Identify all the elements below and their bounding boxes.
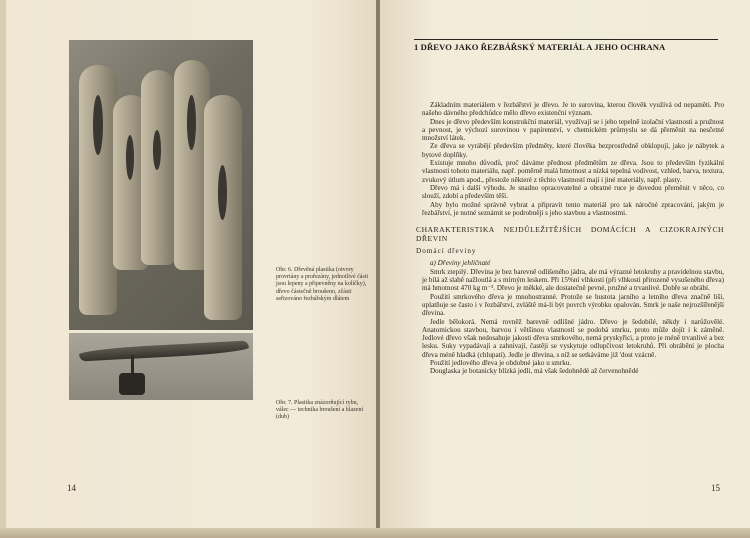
- figure-6-caption: Obr. 6. Dřevěná plastika (otvory provrtány a prořezány, jednotlivé části jsou lepeny a připevněny na kolíčky), dřevo částečně broušeno, zčásti seřizováno řezbářským dlátem: [276, 267, 369, 302]
- page-number-left: 14: [67, 483, 76, 493]
- book-bottom-edge: [0, 528, 750, 538]
- cylinder-base: [119, 373, 145, 395]
- wood-plank: [141, 70, 175, 265]
- fish-sculpture-photo: [69, 333, 253, 400]
- fish-shape: [79, 341, 249, 362]
- section-heading: CHARAKTERISTIKA NEJDŮLEŽITĚJŠÍCH DOMÁCÍCH A CIZOKRAJNÝCH DŘEVIN: [416, 225, 724, 244]
- paragraph: Základním materiálem v řezbářství je dřevo. Je to surovina, kterou člověk využívá od nepaměti. Pro našeho dávného předchůdce mělo dřevo existenční význam.: [422, 101, 724, 118]
- paragraph: Aby bylo možné správně vybrat a připravit tento materiál pro tak náročné zpracování, jakým je řezbářství, je nutné seznámit se podrobněji s jeho stavbou a vlastnostmi.: [422, 200, 724, 217]
- paragraph: Dnes je dřevo především konstrukční materiál, využívají se i jeho tepelně izolační vlastnosti a pružnost a pevnost, je výchozí surovinou v papírenství, v chemickém průmyslu se dá přeměnit na nesčetné množství látek.: [422, 117, 724, 143]
- paragraph: Jedle bělokorá. Nemá rovněž barevně odlišné jádro. Dřevo je šedobílé, někdy i narůžovělé. Anatomickou stavbou, barvou i většinou vlastností se podobá smrku, proto může dojít i k záměně. Jedlové dřevo však nedosahuje jakosti dřeva smrkového, nemá pryskyřici, a proto je méně trvanlivé a bez lesku. Suky vypadávají a zahnívají, častěji se vyskytuje odlupčivost letokruhů. Při obrábění je plocha dřeva méně hladká (chlupatí). Jedle je dřevina, s níž se setkáváme již 'dost vzácně.: [422, 317, 724, 359]
- paragraph: Existuje mnoho důvodů, proč dáváme přednost předmětům ze dřeva. Jsou to především fyzikální vlastnosti tohoto materiálu, např. poměrně malá hmotnost a nízká tepelná vodivost, vzhled, barva, textura, zvukový útlum apod., přestože některé z těchto vlastností mají i jiné materiály, např. plasty.: [422, 159, 724, 184]
- paragraph: Ze dřeva se vyrábějí především předměty, které člověka bezprostředně obklopují, jako je nábytek a bytové doplňky.: [422, 142, 724, 159]
- right-page: [380, 0, 750, 538]
- subsection-heading: Domácí dřeviny: [416, 247, 477, 256]
- paragraph: Použití jedlového dřeva je obdobné jako u smrku.: [430, 359, 572, 368]
- chapter-title: 1 DŘEVO JAKO ŘEZBÁŘSKÝ MATERIÁL A JEHO OCHRANA: [414, 39, 718, 52]
- paragraph: Dřevo má i další výhodu. Je snadno opracovatelné a obratné ruce je dovedou přeměnit v něco, co slouží, zdobí a především těší.: [422, 183, 724, 201]
- body-text: [416, 101, 725, 376]
- paragraph: Smrk ztepilý. Dřevina je bez barevně odlišeného jádra, ale má výrazné letokruhy a pravidelnou stavbu, je bílá až slabě nažloutlá a s mírným leskem. Při 15%ní vlhkosti (při vlhkosti přirozeně vysušeného dřeva) má hmotnost 470 kg m⁻³. Dřevo je měkké, ale dostatečně pevné, pružné a trvanlivé. Dobře se obrábí.: [422, 267, 725, 293]
- wood-plank: [204, 95, 242, 320]
- sculpture-photo: [69, 40, 253, 330]
- paragraph: Douglaska je botanicky blízká jedli, má však šedohnědé až červenohnědé: [430, 367, 639, 376]
- wood-plank: [79, 65, 117, 315]
- page-number-right: 15: [711, 483, 720, 493]
- subsubsection-heading: a) Dřeviny jehličnaté: [430, 259, 491, 268]
- figure-7-caption: Obr. 7. Plastika znázorňující rybu, válec — technika broušení a hlazení (dub): [276, 400, 364, 421]
- paragraph: Použití smrkového dřeva je mnohostranné. Protože se hustota jarního a letního dřeva značně liší, uplatňuje se často i v řezbářství, zvláště má-li být povrch výrobku opalován. Smrk je naše nejrozšířenější dřevina.: [422, 292, 724, 318]
